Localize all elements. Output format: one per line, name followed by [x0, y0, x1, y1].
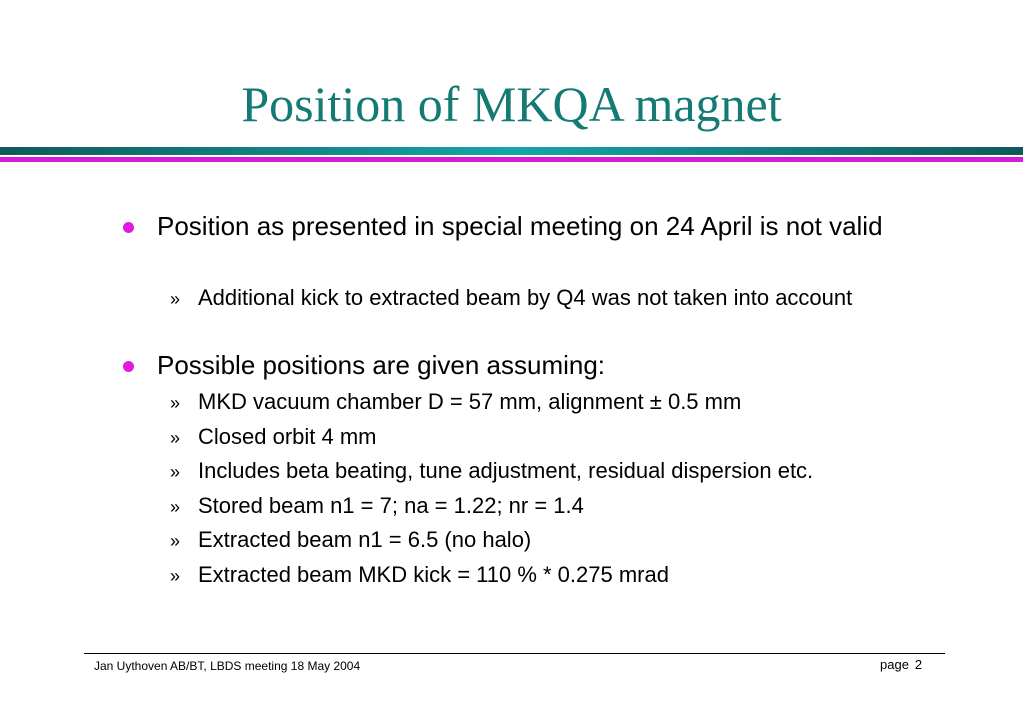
sub-bullet-text: Extracted beam n1 = 6.5 (no halo)	[198, 527, 532, 552]
sub-bullet-text: Includes beta beating, tune adjustment, residual dispersion etc.	[198, 458, 814, 483]
sub-bullet-marker-icon: »	[170, 462, 181, 482]
sub-bullet-marker-icon: »	[170, 566, 181, 586]
sub-bullet-text: Additional kick to extracted beam by Q4 was not taken into account	[198, 285, 853, 310]
footer-page	[880, 657, 922, 672]
sub-bullet-text: MKD vacuum chamber D = 57 mm, alignment ± 0.5 mm	[198, 389, 742, 414]
sub-bullet-marker-icon: »	[170, 497, 181, 517]
footer-page-number: 2	[914, 657, 923, 672]
sub-bullet-marker-icon: »	[170, 289, 181, 309]
sub-bullet-text: Stored beam n1 = 7; na = 1.22; nr = 1.4	[198, 493, 584, 518]
sub-bullet-text: Extracted beam MKD kick = 110 % * 0.275 mrad	[198, 562, 669, 587]
bullet-text: Position as presented in special meeting on 24 April is not valid	[157, 211, 883, 241]
bullet-dot-icon	[123, 222, 134, 233]
sub-bullet-marker-icon: »	[170, 531, 181, 551]
footer-author: Jan Uythoven AB/BT, LBDS meeting 18 May 2004	[94, 659, 361, 673]
sub-bullet-text: Closed orbit 4 mm	[198, 424, 377, 449]
sub-bullet-marker-icon: »	[170, 428, 181, 448]
slide-title: Position of MKQA magnet	[241, 76, 782, 132]
bullet-text: Possible positions are given assuming:	[157, 350, 606, 380]
bullet-dot-icon	[123, 361, 134, 372]
footer-page-label: page	[880, 657, 909, 672]
footer-divider	[84, 653, 945, 654]
sub-bullet-marker-icon: »	[170, 393, 181, 413]
